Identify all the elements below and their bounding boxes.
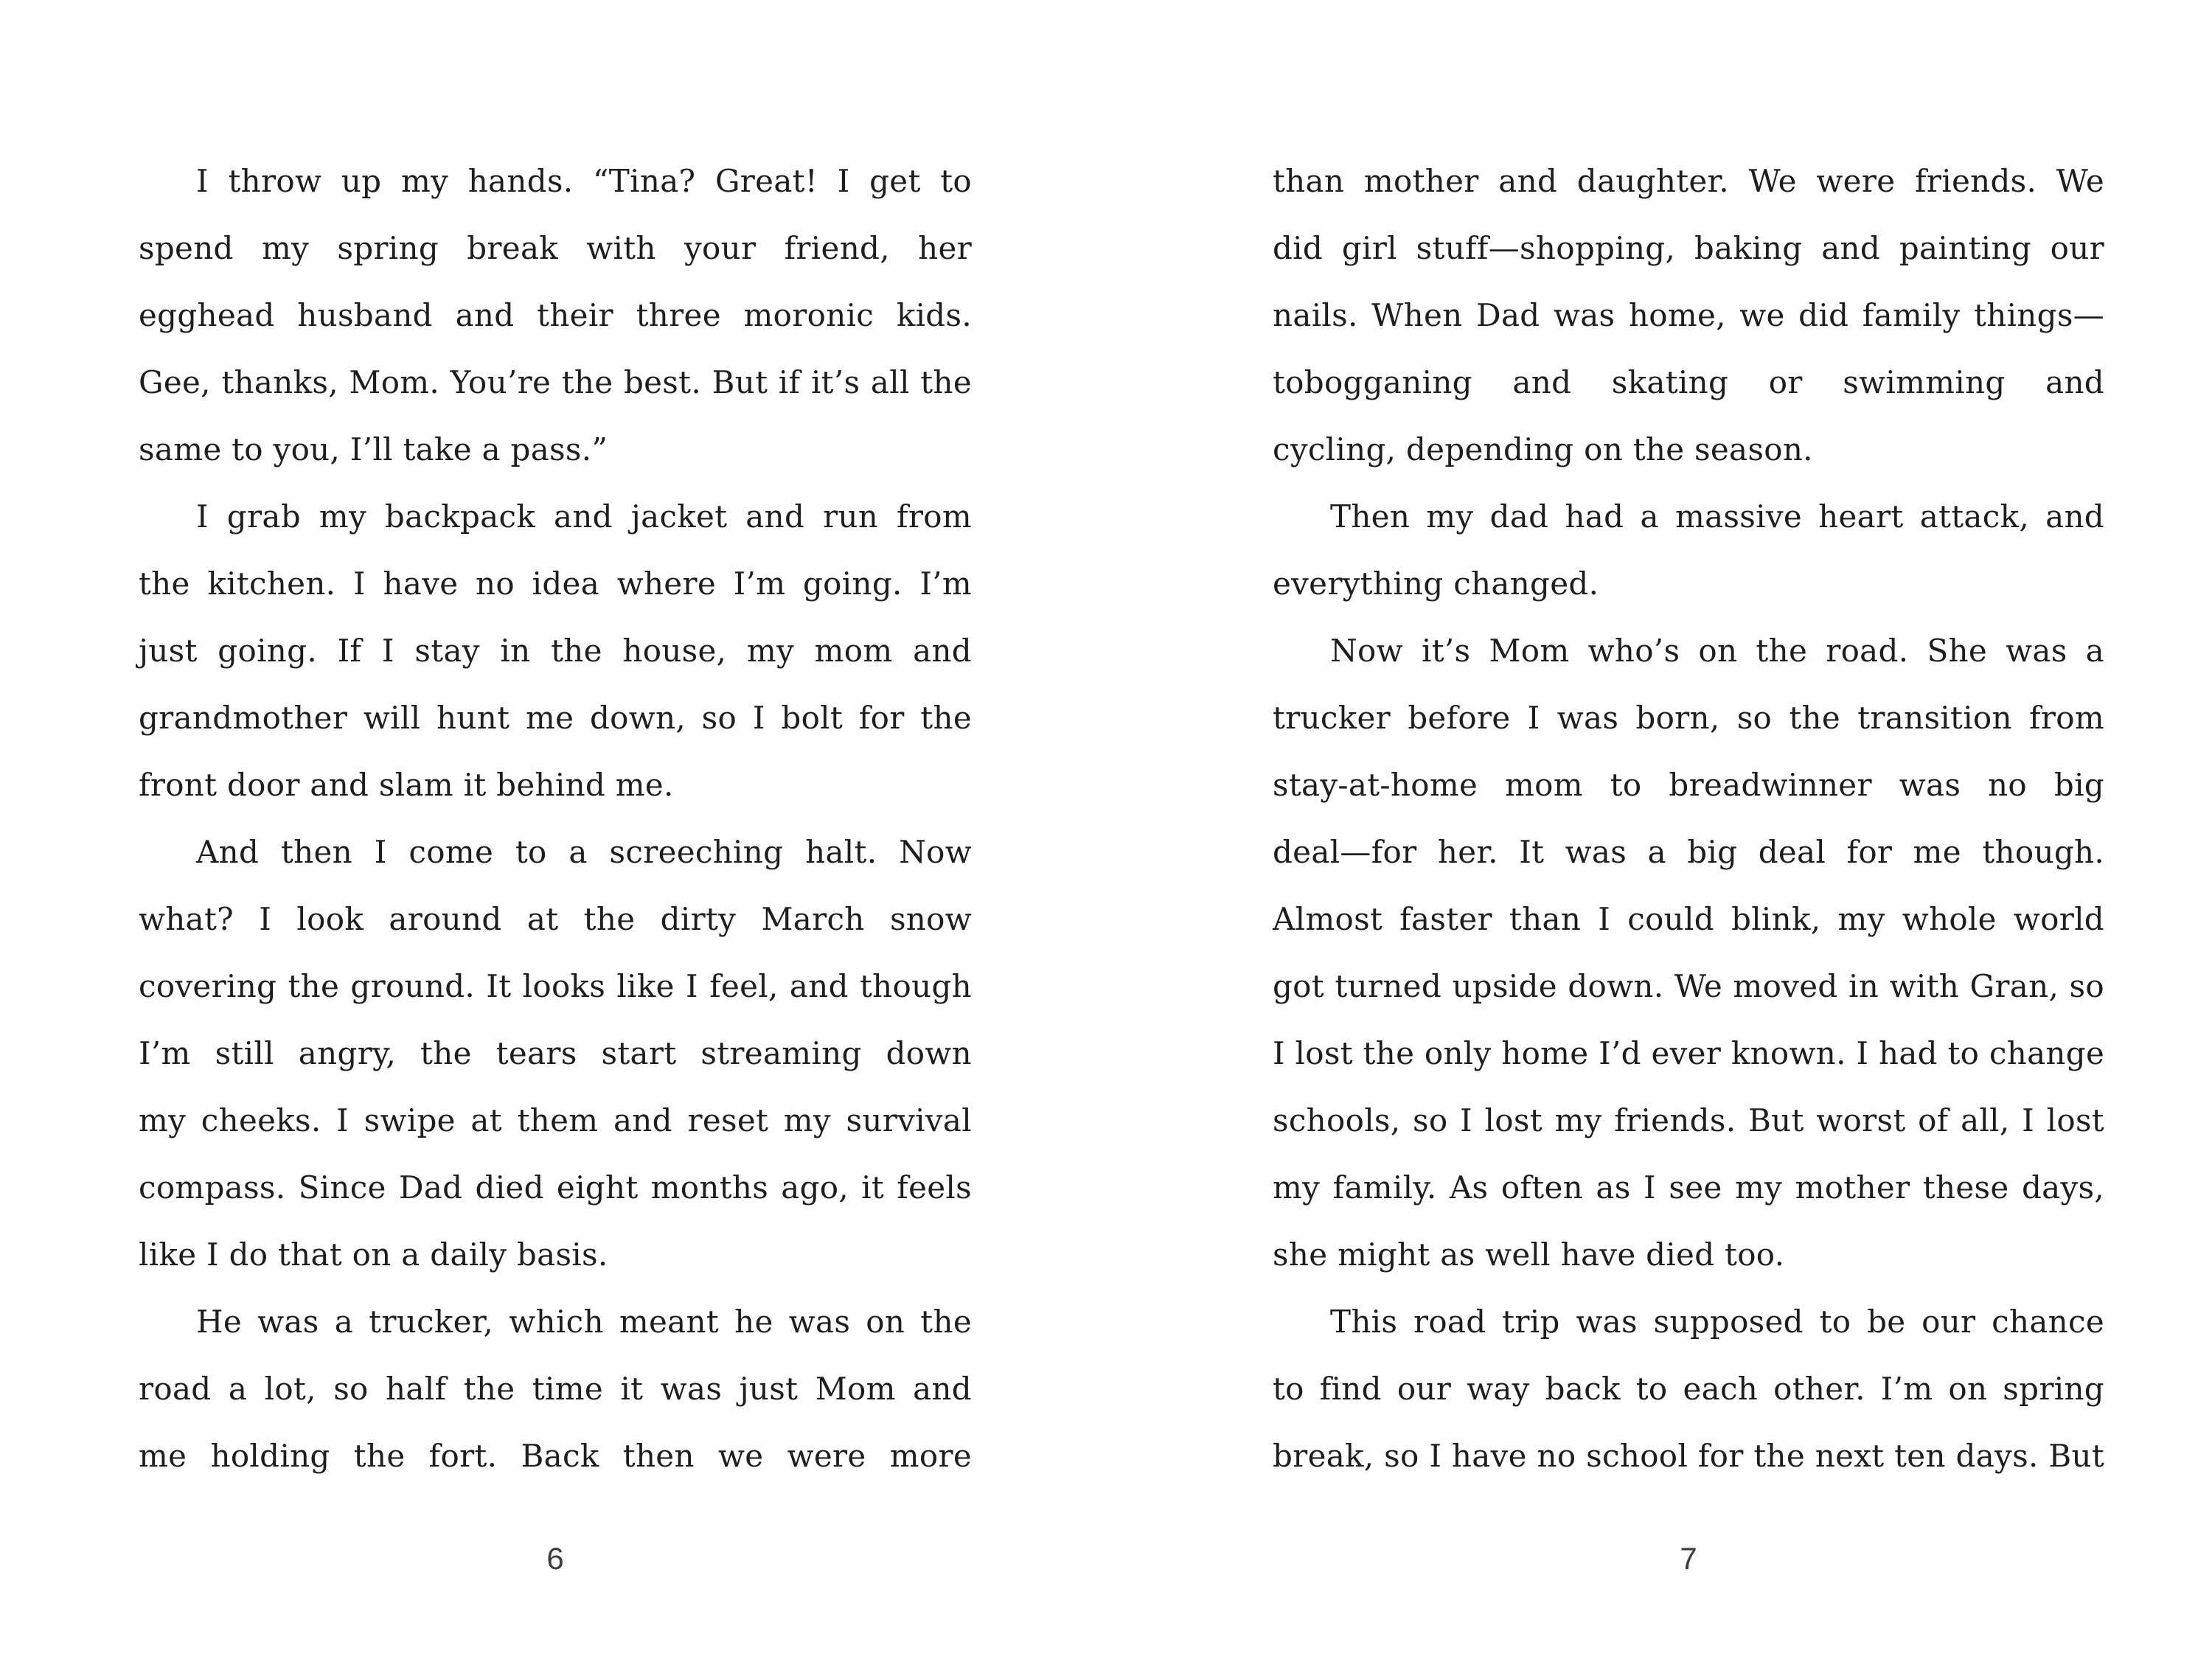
text-line: spend my spring break with your friend, her: [139, 230, 972, 266]
text-line: Almost faster than I could blink, my whole world: [1273, 901, 2104, 937]
text-line: did girl stuff—shopping, baking and painting our: [1273, 230, 2104, 266]
text-line: compass. Since Dad died eight months ago, it feels: [139, 1169, 972, 1206]
text-line: same to you, I’ll take a pass.”: [139, 431, 608, 467]
text-line: just going. If I stay in the house, my mom and: [139, 633, 972, 669]
text-line: than mother and daughter. We were friends. We: [1273, 163, 2104, 199]
text-line: tobogganing and skating or swimming and: [1273, 364, 2104, 400]
text-line: break, so I have no school for the next ten days. But: [1273, 1438, 2104, 1474]
text-line: got turned upside down. We moved in with Gran, so: [1273, 968, 2104, 1004]
text-line: what? I look around at the dirty March snow: [139, 901, 972, 937]
text-line: He was a trucker, which meant he was on the: [196, 1304, 972, 1340]
text-line: This road trip was supposed to be our chance: [1330, 1304, 2104, 1340]
right-page-number: 7: [1680, 1541, 1697, 1576]
text-line: to find our way back to each other. I’m on spring: [1273, 1371, 2104, 1407]
text-line: I lost the only home I’d ever known. I had to change: [1273, 1035, 2105, 1071]
text-line: my cheeks. I swipe at them and reset my survival: [139, 1102, 972, 1138]
text-line: my family. As often as I see my mother these days,: [1273, 1169, 2104, 1206]
text-line: Gee, thanks, Mom. You’re the best. But if it’s all the: [139, 364, 972, 400]
text-line: stay-at-home mom to breadwinner was no big: [1273, 767, 2104, 803]
text-line: grandmother will hunt me down, so I bolt for the: [139, 700, 972, 736]
text-line: cycling, depending on the season.: [1273, 431, 1813, 467]
text-line: trucker before I was born, so the transition from: [1273, 700, 2104, 736]
right-page-text: [1273, 147, 2104, 1489]
left-page-number: 6: [546, 1541, 564, 1576]
text-line: Then my dad had a massive heart attack, and: [1330, 498, 2104, 535]
text-line: me holding the fort. Back then we were more: [139, 1438, 972, 1474]
text-line: covering the ground. It looks like I feel, and though: [139, 968, 972, 1004]
text-line: road a lot, so half the time it was just Mom and: [139, 1371, 972, 1407]
text-line: I throw up my hands. “Tina? Great! I get to: [196, 163, 972, 199]
text-line: And then I come to a screeching halt. Now: [196, 834, 972, 870]
text-line: Now it’s Mom who’s on the road. She was a: [1330, 633, 2104, 669]
left-page-text: [139, 147, 972, 1489]
text-line: I’m still angry, the tears start streaming down: [139, 1035, 972, 1071]
text-line: she might as well have died too.: [1273, 1237, 1785, 1273]
text-line: the kitchen. I have no idea where I’m going. I’m: [139, 566, 972, 602]
text-line: everything changed.: [1273, 566, 1599, 602]
text-line: egghead husband and their three moronic kids.: [139, 297, 972, 333]
text-line: like I do that on a daily basis.: [139, 1237, 608, 1273]
text-line: nails. When Dad was home, we did family things—: [1273, 297, 2104, 333]
text-line: schools, so I lost my friends. But worst of all, I lost: [1273, 1102, 2104, 1138]
text-line: front door and slam it behind me.: [139, 767, 674, 803]
text-line: deal—for her. It was a big deal for me though.: [1273, 834, 2104, 870]
text-line: I grab my backpack and jacket and run from: [196, 498, 972, 535]
